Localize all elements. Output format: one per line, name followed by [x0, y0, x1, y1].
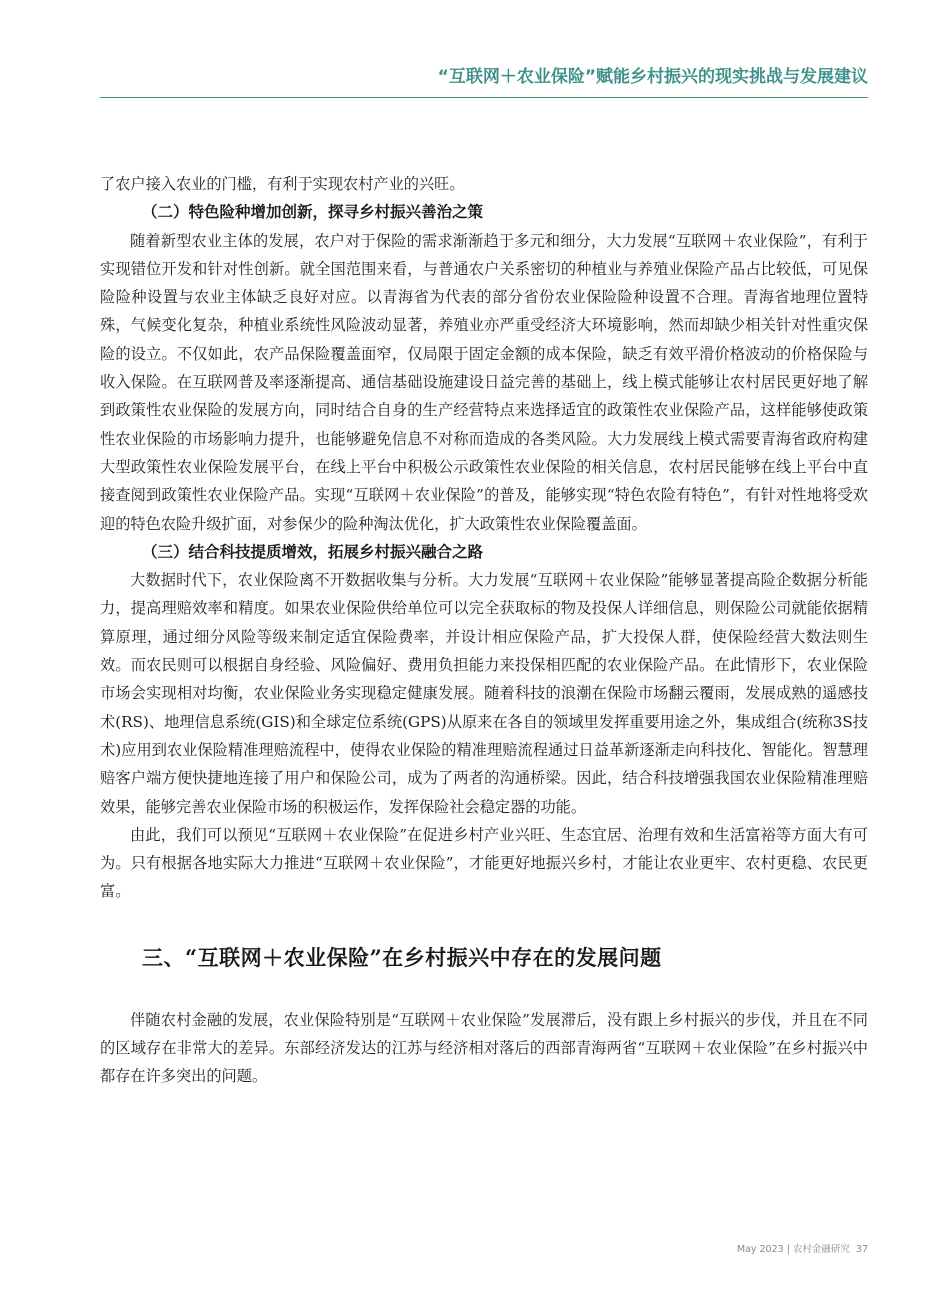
paragraph-continuation: 了农户接入农业的门槛，有利于实现农村产业的兴旺。 [100, 175, 465, 193]
running-head-title: “互联网＋农业保险”赋能乡村振兴的现实挑战与发展建议 [437, 67, 868, 87]
section-heading-3: 三、“互联网＋农业保险”在乡村振兴中存在的发展问题 [142, 944, 662, 970]
footer-issue: May 2023 [736, 1244, 784, 1255]
paragraph-technology: 大数据时代下，农业保险离不开数据收集与分析。大力发展“互联网＋农业保险”能够显著提高险企数据分析能力，提高理赔效率和精度。如果农业保险供给单位可以完全获取标的物及投保人详细信息，则保险公司就能依据精算原理，通过细分风险等级来制定适宜保险费率，并设计相应保险产品，扩大投保人群，使保险经营大数法则生效。而农民则可以根据自身经验、风险偏好、费用负担能力来投保相匹配的农业保险产品。在此情形下，农业保险市场会实现相对均衡，农业保险业务实现稳定健康发展。随着科技的浪潮在保险市场翻云覆雨，发展成熟的遥感技术(RS)、地理信息系统(GIS)和全球定位系统(GPS)从原来在各自的领域里发挥重要用途之外，集成组合(统称3S技术)应用到农业保险精准理赔流程中，使得农业保险的精准理赔流程通过日益革新逐渐走向科技化、智能化。智慧理赔客户端方便快捷地连接了用户和保险公司，成为了两者的沟通桥梁。因此，结合科技增强我国农业保险精准理赔效果，能够完善农业保险市场的积极运作，发挥保险社会稳定器的功能。 [100, 571, 868, 816]
page-footer [737, 1241, 868, 1255]
header-divider [100, 97, 868, 98]
article-body [100, 170, 868, 1091]
footer-journal: 农村金融研究 [792, 1244, 850, 1255]
paragraph-special-insurance: 随着新型农业主体的发展，农户对于保险的需求渐渐趋于多元和细分，大力发展“互联网＋农业保险”，有利于实现错位开发和针对性创新。就全国范围来看，与普通农户关系密切的种植业与养殖业保险产品占比较低，可见保险险种设置与农业主体缺乏良好对应。以青海省为代表的部分省份农业保险险种设置不合理。青海省地理位置特殊，气候变化复杂，种植业系统性风险波动显著，养殖业亦严重受经济大环境影响，然而却缺少相关针对性重灾保险的设立。不仅如此，农产品保险覆盖面窄，仅局限于固定金额的成本保险，缺乏有效平滑价格波动的价格保险与收入保险。在互联网普及率逐渐提高、通信基础设施建设日益完善的基础上，线上模式能够让农村居民更好地了解到政策性农业保险的发展方向，同时结合自身的生产经营特点来选择适宜的政策性农业保险产品，这样能够使政策性农业保险的市场影响力提升，也能够避免信息不对称而造成的各类风险。大力发展线上模式需要青海省政府构建大型政策性农业保险发展平台，在线上平台中积极公示政策性农业保险的相关信息，农村居民能够在线上平台中直接查阅到政策性农业保险产品。实现“互联网＋农业保险”的普及，能够实现“特色农险有特色”，有针对性地将受欢迎的特色农险升级扩面，对参保少的险种淘汰优化，扩大政策性农业保险覆盖面。 [100, 231, 868, 533]
paragraph-problems-intro: 伴随农村金融的发展，农业保险特别是“互联网＋农业保险”发展滞后，没有跟上乡村振兴的步伐，并且在不同的区域存在非常大的差异。东部经济发达的江苏与经济相对落后的西部青海两省“互联网＋农业保险”在乡村振兴中都存在许多突出的问题。 [100, 1010, 868, 1086]
page-number: 37 [855, 1244, 868, 1255]
subsection-heading-2: （二）特色险种增加创新，探寻乡村振兴善治之策 [142, 203, 484, 222]
paragraph-summary: 由此，我们可以预见“互联网＋农业保险”在促进乡村产业兴旺、生态宜居、治理有效和生活富裕等方面大有可为。只有根据各地实际大力推进“互联网＋农业保险”，才能更好地振兴乡村，才能让农业更牢、农村更稳、农民更富。 [100, 825, 868, 901]
subsection-heading-3: （三）结合科技提质增效，拓展乡村振兴融合之路 [142, 542, 484, 561]
footer-separator: | [786, 1244, 790, 1255]
